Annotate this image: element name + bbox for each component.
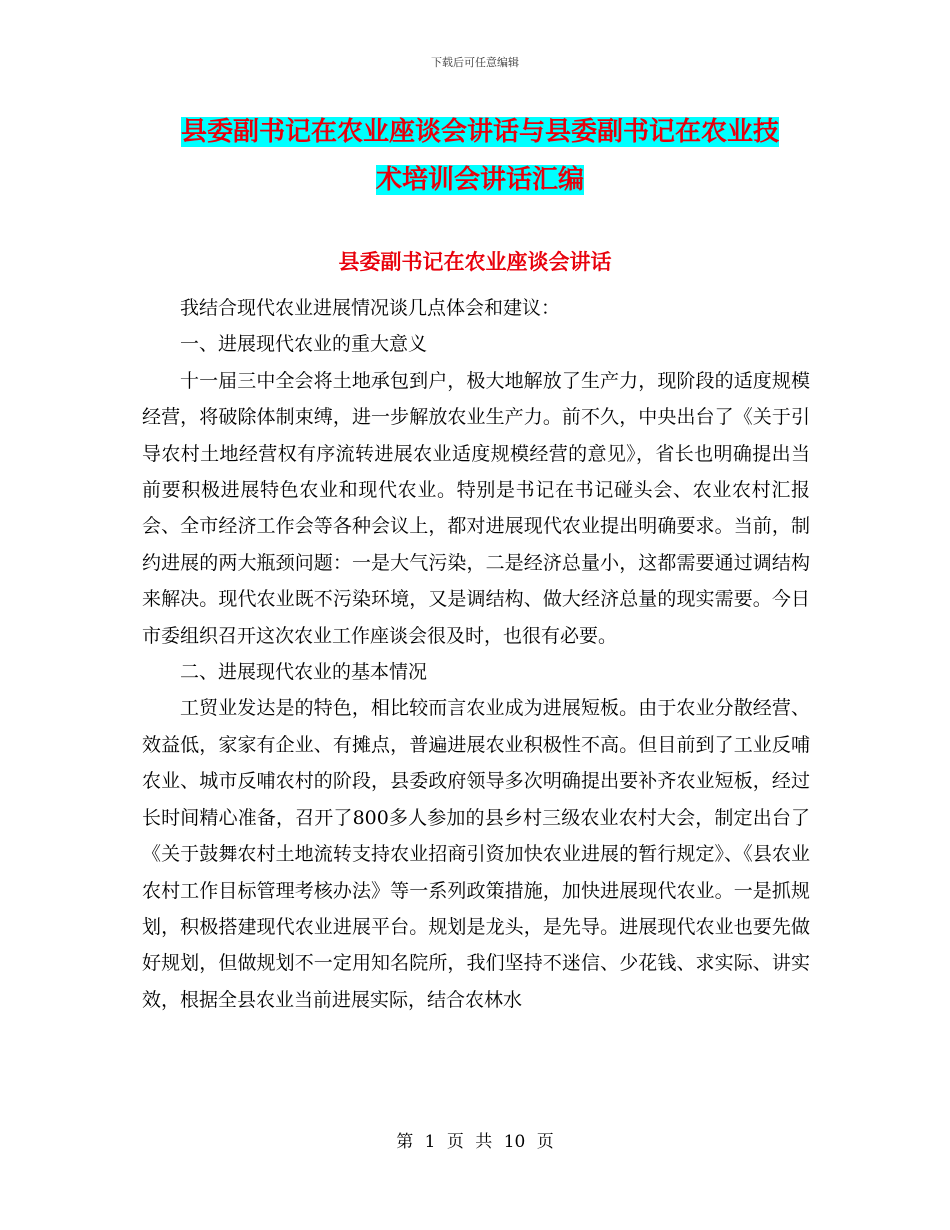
heading-basic-situation: 二、进展现代农业的基本情况 bbox=[180, 661, 428, 684]
body-text bbox=[142, 290, 810, 1018]
heading-significance: 一、进展现代农业的重大意义 bbox=[180, 333, 428, 356]
paragraph-basic-situation: 工贸业发达是的特色，相比较而言农业成为进展短板。由于农业分散经营、效益低，家家有企业、有摊点，普遍进展农业积极性不高。但目前到了工业反哺农业、城市反哺农村的阶段，县委政府领导多次明确提出要补齐农业短板，经过长时间精心准备，召开了800多人参加的县乡村三级农业农村大会，制定出台了《关于鼓舞农村土地流转支持农业招商引资加快农业进展的暂行规定》、《县农业农村工作目标管理考核办法》等一系列政策措施，加快进展现代农业。一是抓规划，积极搭建现代农业进展平台。规划是龙头，是先导。进展现代农业也要先做好规划，但做规划不一定用知名院所，我们坚持不迷信、少花钱、求实际、讲实效，根据全县农业当前进展实际，结合农林水 bbox=[142, 697, 810, 1011]
paragraph-significance: 十一届三中全会将土地承包到户，极大地解放了生产力，现阶段的适度规模经营，将破除体制束缚，进一步解放农业生产力。前不久，中央出台了《关于引导农村土地经营权有序流转进展农业适度规模经营的意见》，省长也明确提出当前要积极进展特色农业和现代农业。特别是书记在书记碰头会、农业农村汇报会、全市经济工作会等各种会议上，都对进展现代农业提出明确要求。当前，制约进展的两大瓶颈问题：一是大气污染，二是经济总量小，这都需要通过调结构来解决。现代农业既不污染环境，又是调结构、做大经济总量的现实需要。今日市委组织召开这次农业工作座谈会很及时，也很有必要。 bbox=[142, 369, 810, 647]
paragraph-intro: 我结合现代农业进展情况谈几点体会和建议： bbox=[180, 297, 561, 319]
section-title: 县委副书记在农业座谈会讲话 bbox=[338, 250, 612, 274]
header-note: 下载后可任意编辑 bbox=[431, 56, 519, 69]
page-footer: 第 1 页 共 10 页 bbox=[396, 1132, 554, 1152]
document-title-line-2: 术培训会讲话汇编 bbox=[375, 165, 584, 195]
document-title bbox=[150, 108, 810, 204]
document-title-line-1: 县委副书记在农业座谈会讲话与县委副书记在农业技 bbox=[180, 117, 779, 147]
